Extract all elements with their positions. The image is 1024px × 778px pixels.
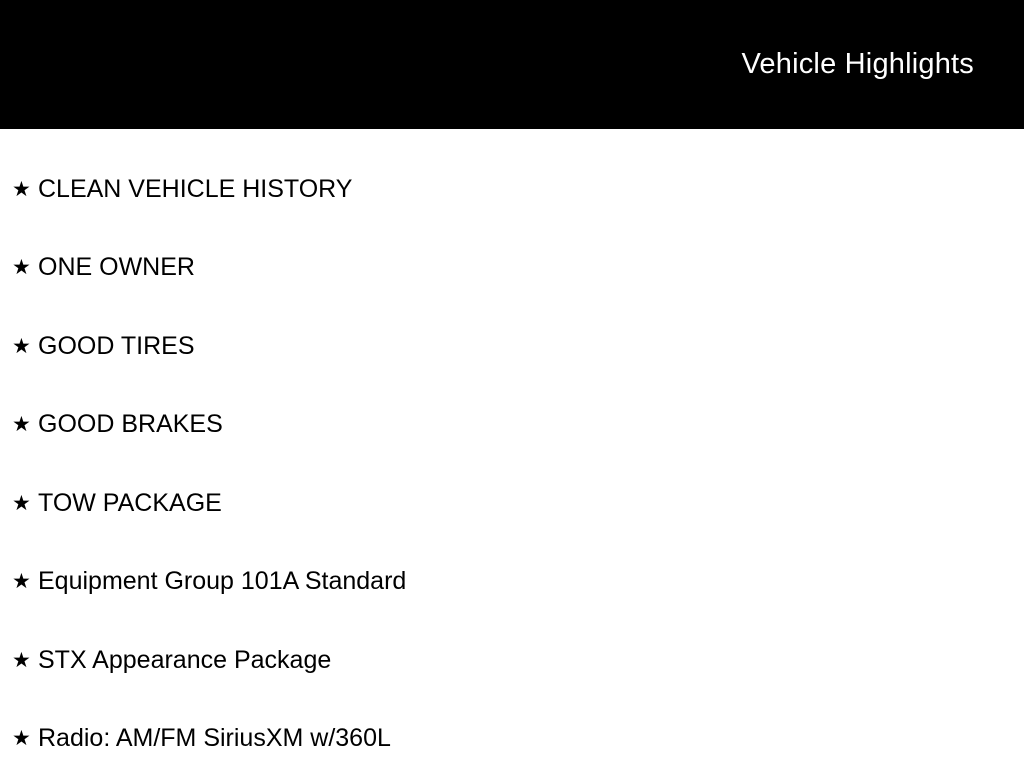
list-item-label: GOOD BRAKES [38,411,223,439]
list-item [0,464,1024,543]
vehicle-highlights-list [0,129,1024,778]
page-title: Vehicle Highlights [741,50,974,79]
list-item [0,307,1024,386]
star-icon: ★ [12,571,38,592]
list-item-label: STX Appearance Package [38,647,331,675]
star-icon: ★ [12,650,38,671]
star-icon: ★ [12,493,38,514]
list-item [0,621,1024,700]
list-item-label: GOOD TIRES [38,333,195,361]
star-icon: ★ [12,179,38,200]
list-item-label: Equipment Group 101A Standard [38,568,406,596]
star-icon: ★ [12,414,38,435]
list-item-label: ONE OWNER [38,254,195,282]
list-item [0,150,1024,229]
star-icon: ★ [12,336,38,357]
list-item-label: CLEAN VEHICLE HISTORY [38,176,352,204]
page-header [0,0,1024,129]
list-item-label: Radio: AM/FM SiriusXM w/360L [38,725,391,753]
star-icon: ★ [12,257,38,278]
list-item [0,229,1024,308]
list-item-label: TOW PACKAGE [38,490,222,518]
list-item [0,700,1024,778]
list-item [0,543,1024,622]
star-icon: ★ [12,728,38,749]
list-item [0,386,1024,465]
